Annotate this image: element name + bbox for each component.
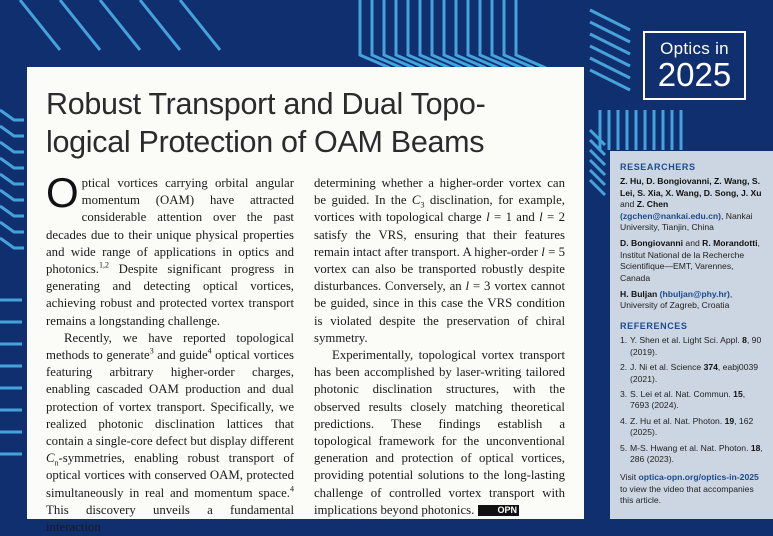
email-link-chen[interactable]: (zgchen@nankai.edu.cn): [620, 210, 722, 221]
email-link-buljan[interactable]: (hbuljan@phy.hr): [659, 289, 730, 300]
references-heading: REFERENCES: [620, 320, 688, 331]
opn-end-mark: OPN: [478, 505, 520, 516]
title-line-1: Robust Transport and Dual Topo-: [46, 87, 486, 121]
article-column-2: [314, 175, 565, 519]
researcher-group-3: H. Buljan (hbuljan@phy.hr), University of Zagreb, Croatia: [620, 289, 733, 311]
researcher-group-2: D. Bongiovanni and R. Morandotti, Institut National de la Recherche Scientifique—EMT, Varennes, Canada: [620, 238, 760, 283]
video-note: Visit optica-opn.org/optics-in-2025 to view the video that accompanies this article.: [620, 472, 759, 506]
video-link[interactable]: optica-opn.org/optics-in-2025: [638, 472, 759, 483]
paragraph-4: Experimentally, topological vortex transport has been accomplished by laser-writing tailored photonic disclination structures, with the observed results closely matching theoretical predictions. These findings establish a topological framework for the unconventional generation and protection of optical vortices, providing potential solutions to the long-lasting challenge of controlled vortex transport with implications beyond photonics. OPN: [314, 348, 565, 517]
drop-cap: O: [46, 169, 79, 216]
badge-year: 2025: [657, 56, 732, 93]
article-title: [46, 85, 566, 161]
badge-line1: Optics in: [660, 39, 729, 58]
reference-item: 2. J. Ni et al. Science 374, eabj0039 (2021).: [620, 362, 759, 384]
sidebar-panel: [610, 151, 773, 519]
article-page: [27, 67, 584, 535]
reference-item: 3. S. Lei et al. Nat. Commun. 15, 7693 (2024).: [620, 388, 746, 411]
title-line-2: logical Protection of OAM Beams: [46, 125, 485, 159]
paragraph-2: Recently, we have reported topological methods to generate$^3$ and guide$^4$ optical vortices featuring arbitrary higher-order charges, enabling cascaded OAM production and dual protection of vortex transport. Specifically, we realized photonic disclination lattices that contain a single-core defect but display different $C_n$-symmetries, enabling robust transport of optical vortices with conserved OAM, protected simultaneously in real and momentum space.$^4$ This discovery unveils a fundamental interaction: [46, 330, 294, 535]
researcher-group-1: Z. Hu, D. Bongiovanni, Z. Wang, S. Lei, S. Xia, X. Wang, D. Song, J. Xu and Z. Chen (zgchen@nankai.edu.cn), Nankai University, Tianjin, China: [620, 176, 762, 233]
optics-2025-badge: [643, 31, 746, 100]
reference-item: 1. Y. Shen et al. Light Sci. Appl. 8, 90 (2019).: [620, 335, 762, 357]
reference-item: 4. Z. Hu et al. Nat. Photon. 19, 162 (2025).: [620, 415, 754, 438]
article-column-1: [46, 169, 294, 536]
paragraph-3: determining whether a higher-order vortex can be guided. In the $C_3$ disclination, for example, vortices with topological charge l = 1 and l = 2 satisfy the VRS, ensuring that their features remain intact after transport. A higher-order l = 5 vortex can also be transported robustly despite disturbances. Conversely, an l = 3 vortex cannot be guided, since in this case the VRS condition is violated despite the preservation of chiral symmetry.: [314, 176, 566, 345]
researchers-heading: RESEARCHERS: [620, 162, 696, 172]
paragraph-1: Optical vortices carrying orbital angular momentum (OAM) have attracted considerable attention over the past decades due to their unique physical properties and wide range of applications in optics and photonics.$^{1,2}$ Despite significant progress in generating and detecting optical vortices, achieving robust and protected vortex transport remains a longstanding challenge.: [46, 169, 294, 328]
reference-item: 5. M-S. Hwang et al. Nat. Photon. 18, 286 (2023).: [620, 442, 763, 464]
references-section: [620, 321, 763, 465]
